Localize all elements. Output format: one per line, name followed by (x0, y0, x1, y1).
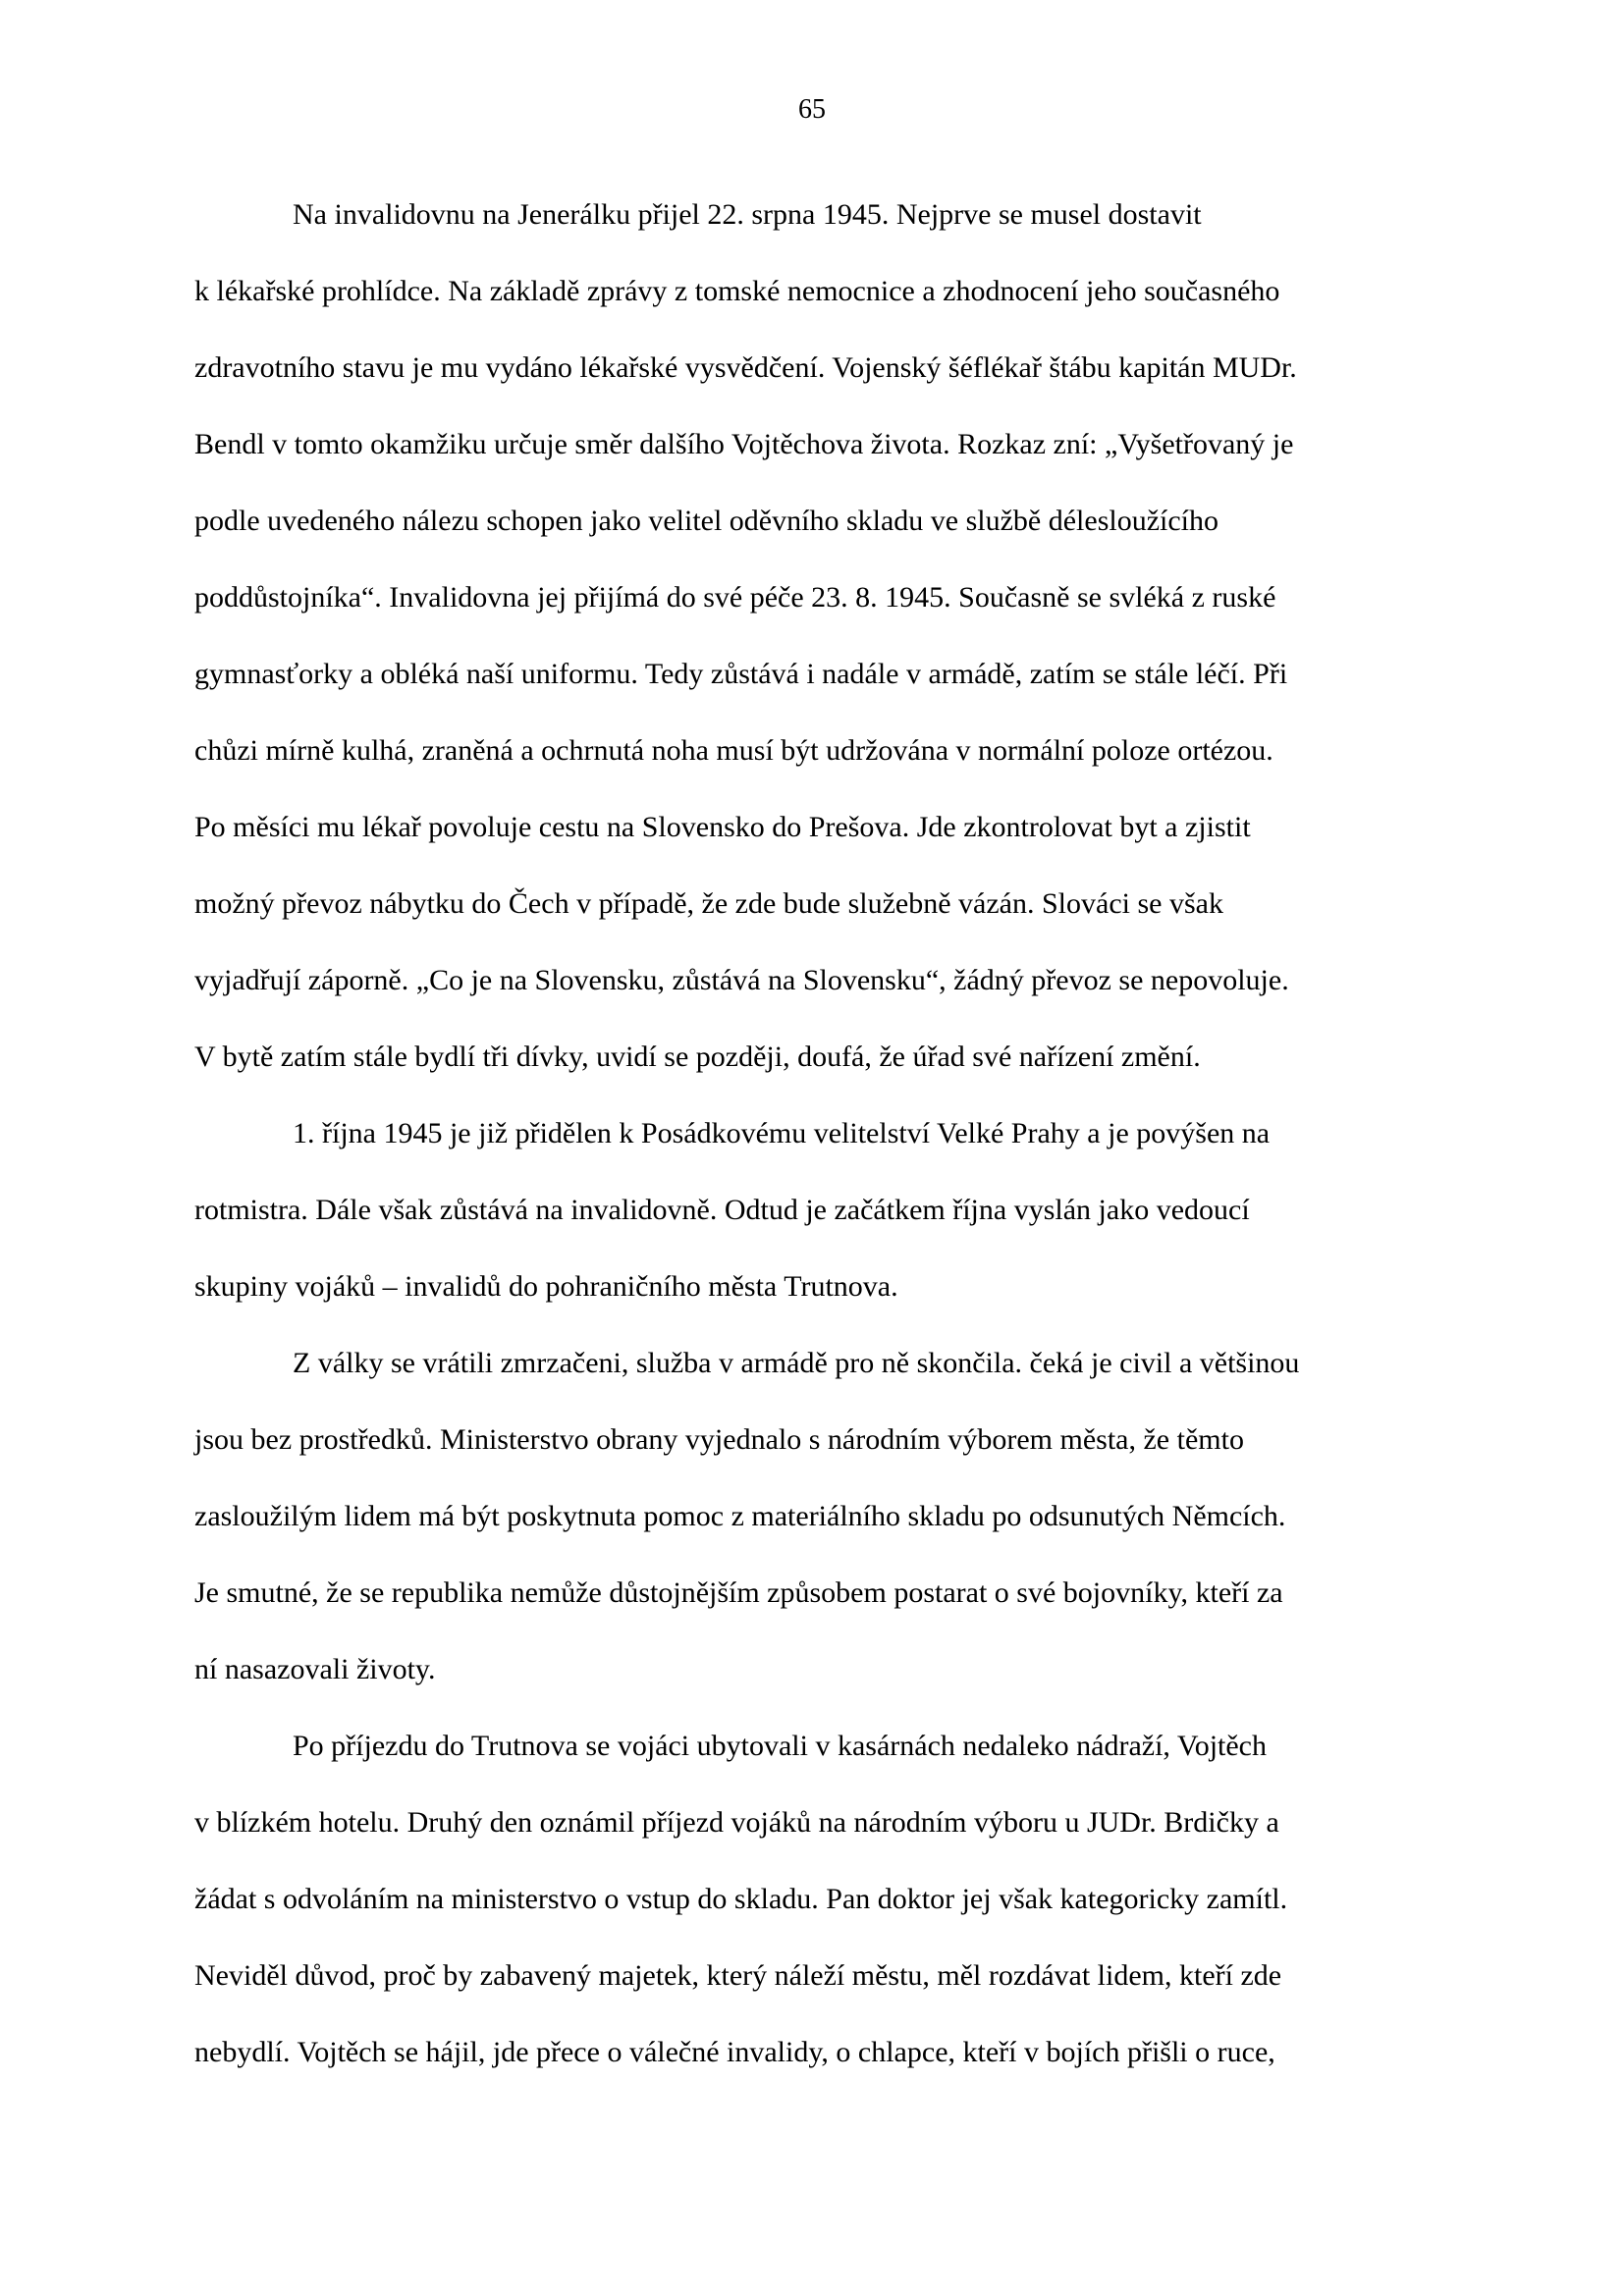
text-line: Je smutné, že se republika nemůže důstojnějším způsobem postarat o své bojovníky, kteří za (194, 1576, 1283, 1609)
text-line: Po měsíci mu lékař povoluje cestu na Slovensko do Prešova. Jde zkontrolovat byt a zjistit (194, 811, 1251, 843)
text-line: skupiny vojáků – invalidů do pohraničního města Trutnova. (194, 1270, 898, 1303)
paragraph-first-line: Na invalidovnu na Jenerálku přijel 22. srpna 1945. Nejprve se musel dostavit (293, 198, 1202, 231)
text-line: rotmistra. Dále však zůstává na invalidovně. Odtud je začátkem října vyslán jako vedoucí (194, 1194, 1250, 1226)
paragraph-first-line: 1. října 1945 je již přidělen k Posádkovému velitelství Velké Prahy a je povýšen na (293, 1117, 1271, 1149)
text-line: žádat s odvoláním na ministerstvo o vstup do skladu. Pan doktor jej však kategoricky zamítl. (194, 1883, 1288, 1915)
page-number: 65 (798, 94, 826, 125)
text-line: V bytě zatím stále bydlí tři dívky, uvidí se později, doufá, že úřad své nařízení změní. (194, 1041, 1201, 1073)
text-line: gymnasťorky a obléká naší uniformu. Tedy zůstává i nadále v armádě, zatím se stále léčí. Při (194, 658, 1288, 690)
text-line: vyjadřují záporně. „Co je na Slovensku, zůstává na Slovensku“, žádný převoz se nepovoluje. (194, 964, 1289, 996)
text-line: Bendl v tomto okamžiku určuje směr dalšího Vojtěchova života. Rozkaz zní: „Vyšetřovaný je (194, 428, 1294, 460)
text-line: podle uvedeného nálezu schopen jako velitel oděvního skladu ve službě délesloužícího (194, 505, 1219, 537)
text-line: zdravotního stavu je mu vydáno lékařské vysvědčení. Vojenský šéflékař štábu kapitán MUDr. (194, 351, 1297, 384)
text-line: jsou bez prostředků. Ministerstvo obrany vyjednalo s národním výborem města, že těmto (194, 1423, 1244, 1456)
text-line: v blízkém hotelu. Druhý den oznámil příjezd vojáků na národním výboru u JUDr. Brdičky a (194, 1806, 1279, 1839)
body-text (194, 192, 1427, 2107)
text-line: nebydlí. Vojtěch se hájil, jde přece o válečné invalidy, o chlapce, kteří v bojích přišli o ruce, (194, 2036, 1275, 2068)
text-line: chůzi mírně kulhá, zraněná a ochrnutá noha musí být udržována v normální poloze ortézou. (194, 734, 1273, 767)
text-line: k lékařské prohlídce. Na základě zprávy z tomské nemocnice a zhodnocení jeho současného (194, 275, 1280, 307)
paragraph-first-line: Po příjezdu do Trutnova se vojáci ubytovali v kasárnách nedaleko nádraží, Vojtěch (293, 1730, 1267, 1762)
paragraph-first-line: Z války se vrátili zmrzačeni, služba v armádě pro ně skončila. čeká je civil a většinou (293, 1347, 1300, 1379)
text-line: Neviděl důvod, proč by zabavený majetek, který náleží městu, měl rozdávat lidem, kteří zde (194, 1959, 1282, 1992)
text-line: zasloužilým lidem má být poskytnuta pomoc z materiálního skladu po odsunutých Němcích. (194, 1500, 1286, 1532)
text-line: možný převoz nábytku do Čech v případě, že zde bude služebně vázán. Slováci se však (194, 887, 1223, 920)
text-line: poddůstojníka“. Invalidovna jej přijímá do své péče 23. 8. 1945. Současně se svléká z ruské (194, 581, 1276, 614)
text-line: ní nasazovali životy. (194, 1653, 436, 1685)
